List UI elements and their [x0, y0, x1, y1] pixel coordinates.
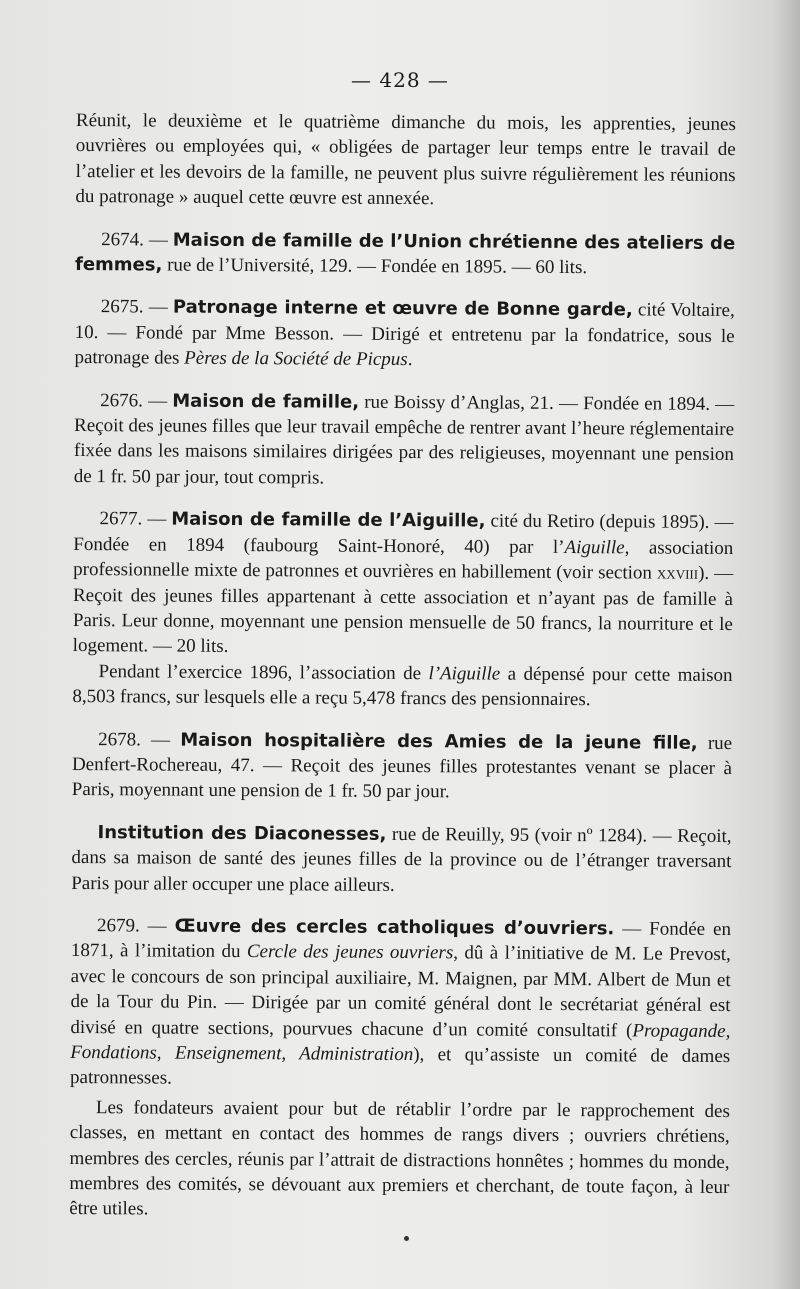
entry-italic: Aiguille [564, 536, 625, 559]
entry-body-end: . [407, 349, 413, 371]
entry-title: Maison de famille de l’Aiguille, [171, 508, 486, 532]
entry-title: Maison de famille de l’Union chrétienne des ateliers de femmes, [74, 229, 736, 276]
entry-title: Maison hospitalière des Amies de la jeune fille, [180, 729, 698, 754]
entry-2678 [72, 727, 732, 807]
entry-number: 2679. — [96, 915, 175, 937]
page-number: — 428 — [351, 68, 449, 92]
entry-body: rue Boissy d’Anglas, 21. — Fondée en 1894. — Reçoit des jeunes filles que leur travail empêche de rentrer avant l’heure réglementaire fixée dans les maisons similaires dirigées par des religieuses, moyennant une pension de 1 fr. 50 par jour, tout compris. [73, 391, 735, 489]
page-text [69, 108, 736, 1226]
entry-italic-sections: Propagande, Fondations, Enseignement, Administration [70, 1020, 731, 1066]
page-edge-shadow [774, 0, 800, 1289]
entry-title: Institution des Diaconesses, [97, 821, 387, 845]
entry-body-c: ), et qu’assiste un comité de dames patronnesses. [70, 1044, 731, 1090]
entry-body: rue de l’Université, 129. — Fondée en 1895. — 60 lits. [162, 254, 588, 279]
entry-number: 2674. — [101, 228, 173, 251]
entry-diaconesses [71, 820, 731, 900]
paragraph-text-end: a dépensé pour cette maison 8,503 francs, sur lesquels elle a reçu 5,478 francs des pensionnaires. [72, 663, 733, 711]
entry-2677-paragraph-2 [72, 659, 732, 714]
entry-body-b: , association professionnelle mixte de patronnes et ouvrières en habillement (voir section [73, 537, 734, 584]
entry-body: rue Denfert-Rochereau, 47. — Reçoit des jeunes filles protestantes venant se placer à Paris, moyennant une pension de 1 fr. 50 par jour. [71, 732, 733, 803]
entry-body: cité Voltaire, 10. — Fondé par Mme Besson. — Dirigé et entretenu par la fondatrice, sous le patronage des [74, 299, 735, 369]
entry-italic: l’Aiguille [428, 662, 501, 685]
entry-number: 2676. — [100, 389, 173, 412]
entry-title: Œuvre des cercles catholiques d’ouvriers. [174, 915, 615, 940]
entry-body-b: , dû à l’initiative de M. Le Prevost, avec le concours de son principal auxiliaire, M. Maignen, par MM. Albert de Mun et de la Tour du Pin. — Dirigée par un comité général dont le secrétariat général est divisé en quatre sections, pourvues chacune d’un comité consultatif ( [70, 942, 731, 1042]
entry-2679-paragraph-2: Les fondateurs avaient pour but de rétablir l’ordre par le rapprochement des classes, en mettant en contact des hommes de rangs divers ; ouvriers chrétiens, membres des cercles, réunis par l’attrait de distractions honnêtes ; hommes du monde, membres des comités, se dévouant aux premiers et cherchant, de toute façon, à leur être utiles. [69, 1096, 730, 1220]
entry-italic: Cercle des jeunes ouvriers [246, 941, 454, 964]
entry-italic: Pères de la Société de Picpus [184, 347, 408, 371]
entry-2679 [70, 913, 731, 1095]
entry-title: Maison de famille, [172, 390, 360, 413]
entry-body: rue de Reuilly, 95 (voir nº 1284). — Reçoit, dans sa maison de santé des jeunes filles de la province ou de l’étranger traversant Paris pour aller occuper une place ailleurs. [71, 823, 732, 896]
entry-2677 [73, 506, 734, 662]
entry-title: Patronage interne et œuvre de Bonne garde, [172, 297, 633, 321]
entry-body: cité du Retiro (depuis 1895). — Fondée en 1894 (faubourg Saint-Honoré, 40) par l’ [73, 510, 734, 558]
entry-2674 [75, 227, 735, 282]
paragraph-text: Pendant l’exercice 1896, l’association de [98, 660, 429, 684]
entry-2675 [74, 294, 734, 374]
entry-number: 2677. — [99, 508, 172, 530]
entry-number: 2678. — [98, 728, 181, 751]
entry-body-c: ). — Reçoit des jeunes filles appartenant à cette association et n’ayant pas de famille à Paris. Leur donne, moyennant une pension mensuelle de 50 francs, la nourriture et le logement. — 20 lits. [72, 562, 734, 658]
entry-number: 2675. — [100, 296, 174, 319]
print-mark [404, 1236, 409, 1241]
entry-2676 [74, 388, 735, 494]
entry-body: — Fondée en 1871, à l’imitation du [70, 918, 732, 963]
section-numeral: xxviii [656, 562, 699, 584]
paragraph-continuation: Réunit, le deuxième et le quatrième dimanche du mois, les apprenties, jeunes ouvrières ou employées qui, « obligées de partager leur temps entre le travail de l’atelier et les devoirs de la famille, ne peuvent plus suivre régulièrement les réunions du patronage » auquel cette œuvre est annexée. [75, 109, 736, 210]
